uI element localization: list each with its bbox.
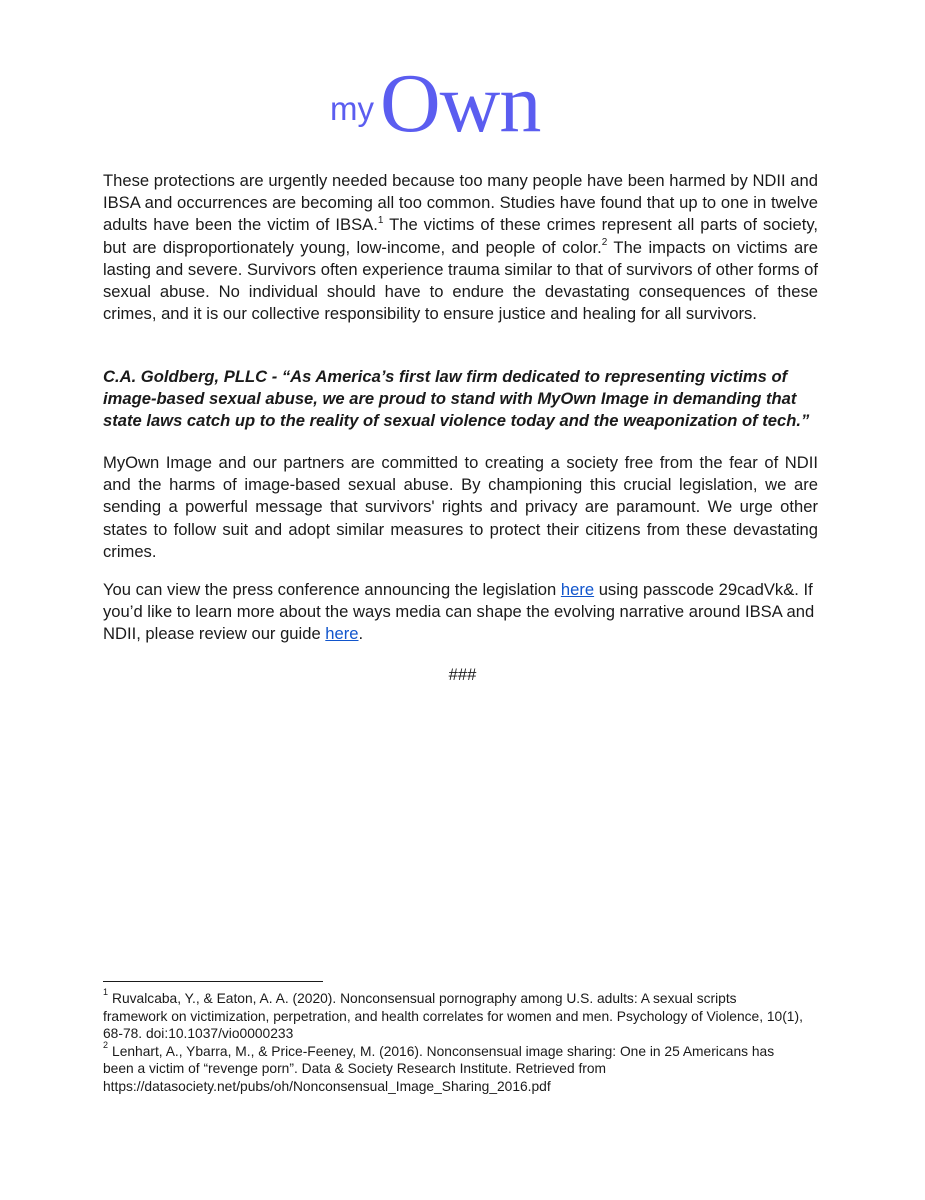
footnote-2 — [103, 1040, 803, 1096]
end-marks: ### — [448, 665, 477, 684]
footnote-text: Lenhart, A., Ybarra, M., & Price-Feeney, M. (2016). Nonconsensual image sharing: One in 25 Americans has been a victim of “revenge porn”. Data & Society Research Institute. Retrieved from https://datasociety.net/pubs/oh/Nonconsensual_Image_Sharing_2016.pdf — [103, 1043, 775, 1094]
paragraph-text: The victims of these crimes represent all parts of society, but are disproportionately young, low-income, and people of color. — [103, 215, 818, 257]
logo-main: Own — [380, 57, 541, 150]
paragraph-text: These protections are urgently needed because too many people have been harmed by NDII and IBSA and occurrences are becoming all too common. Studies have found that up to one in twelve adults have been the victim of IBSA. — [103, 171, 818, 235]
logo-prefix: my — [330, 90, 374, 127]
quote-goldberg: C.A. Goldberg, PLLC - “As America’s first law firm dedicated to representing victims of image-based sexual abuse, we are proud to stand with MyOwn Image in demanding that state laws catch up to the reality of sexual violence today and the weaponization of tech.” — [103, 367, 810, 431]
press-conference-link[interactable]: here — [560, 580, 595, 599]
myown-logo — [326, 57, 548, 150]
paragraph-text: using passcode 29cadVk&. If you’d like to learn more about the ways media can shape the evolving narrative around IBSA and NDII, please review our guide — [103, 580, 815, 644]
footnote-number: 2 — [103, 1040, 109, 1051]
paragraph-press-conference — [103, 579, 818, 646]
paragraph-protections — [103, 170, 818, 325]
paragraph-text: . — [358, 624, 364, 644]
footnote-divider — [103, 981, 323, 982]
footnote-number: 1 — [103, 987, 109, 998]
paragraph-commitment: MyOwn Image and our partners are committed to creating a society free from the fear of NDII and the harms of image-based sexual abuse. By championing this crucial legislation, we are sending a powerful message that survivors' rights and privacy are paramount. We urge other states to follow suit and adopt similar measures to protect their citizens from these devastating crimes. — [103, 453, 818, 561]
footnotes — [103, 987, 803, 1096]
media-guide-link[interactable]: here — [325, 624, 359, 644]
paragraph-text: The impacts on victims are lasting and severe. Survivors often experience trauma similar to that of survivors of other forms of sexual abuse. No individual should have to endure the devastating consequences of these crimes, and it is our collective responsibility to ensure justice and healing for all survivors. — [103, 237, 819, 324]
footnote-1 — [103, 987, 803, 1043]
footnote-ref-1[interactable]: 1 — [377, 214, 384, 226]
footnote-text: Ruvalcaba, Y., & Eaton, A. A. (2020). Nonconsensual pornography among U.S. adults: A sexual scripts framework on victimization, perpetration, and health correlates for women and men. Psychology of Violence, 10(1), 68-78. doi:10.1037/vio0000233 — [103, 991, 803, 1042]
paragraph-text: You can view the press conference announcing the legislation — [103, 580, 561, 599]
footnote-ref-2[interactable]: 2 — [601, 237, 608, 249]
